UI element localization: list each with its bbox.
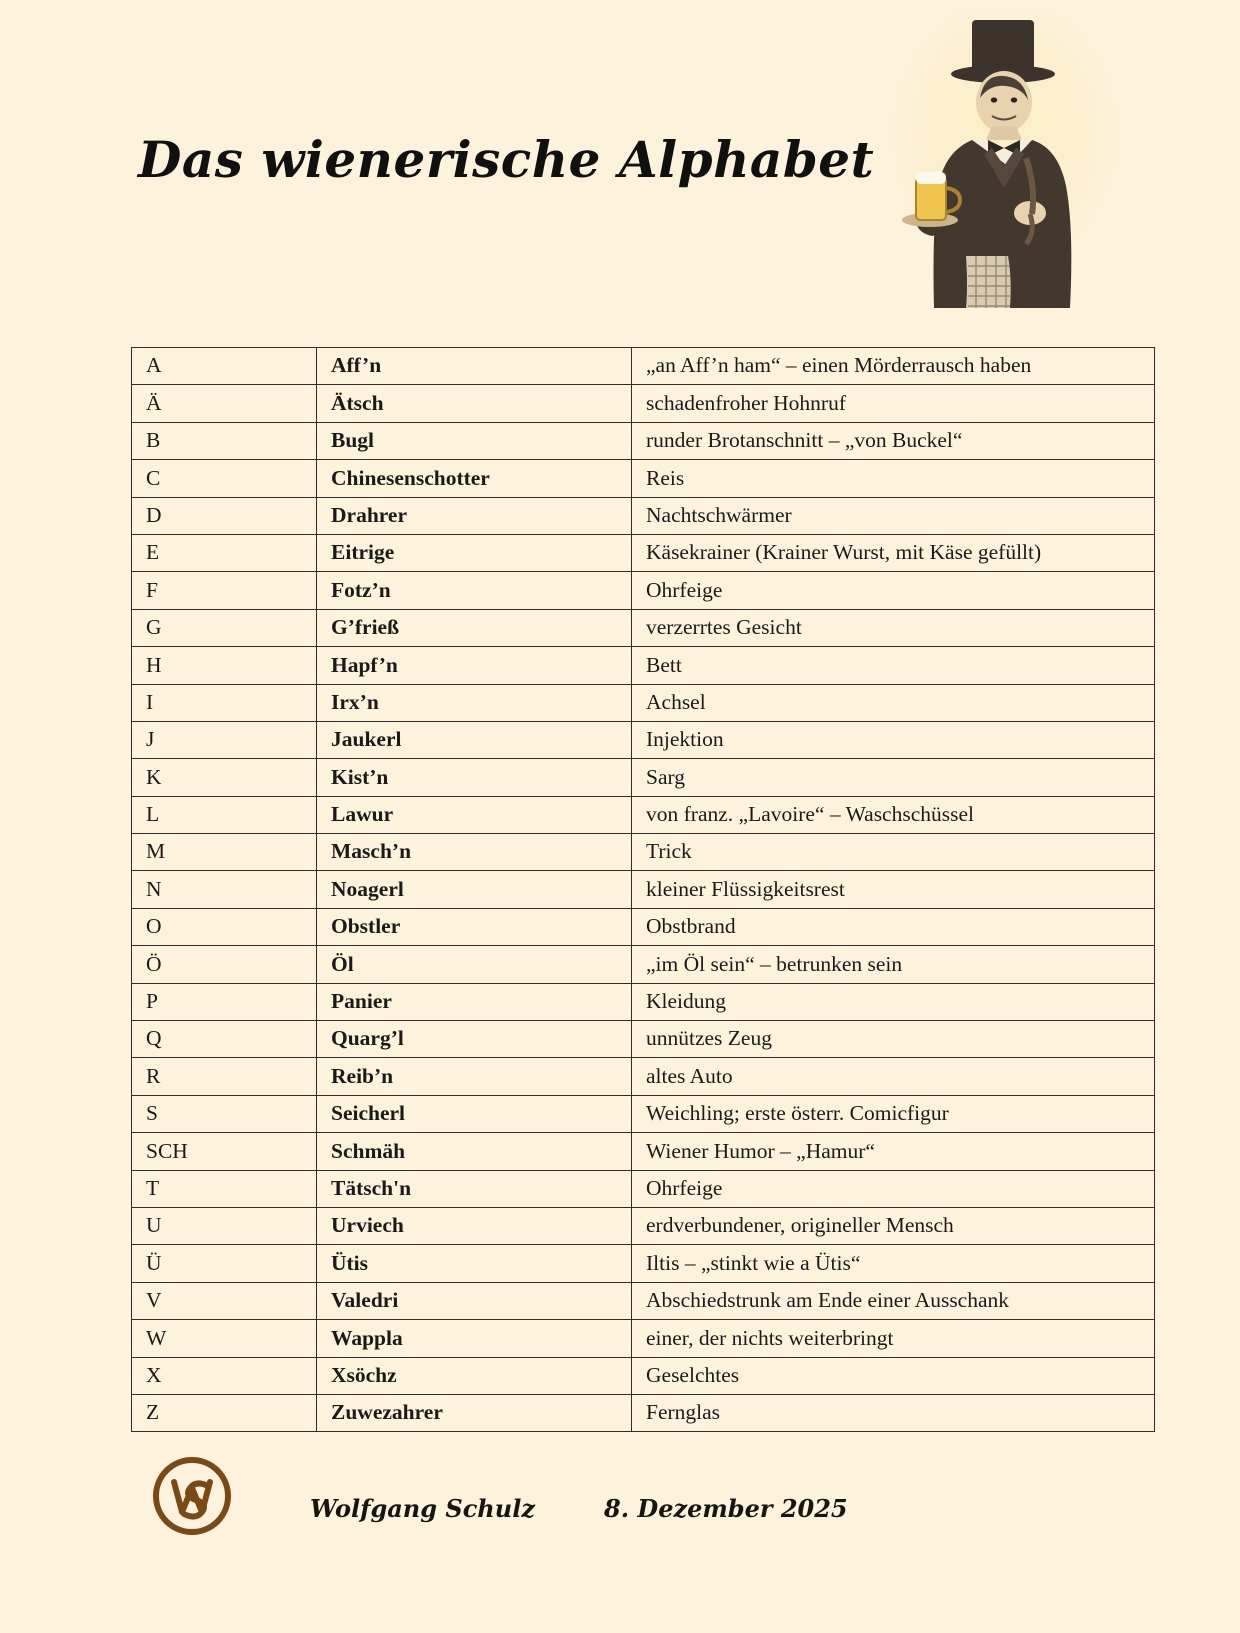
cell-letter: Ö [132,946,317,983]
cell-meaning: von franz. „Lavoire“ – Waschschüssel [632,796,1155,833]
cell-letter: E [132,534,317,571]
cell-word: Wappla [317,1320,632,1357]
cell-letter: B [132,422,317,459]
cell-letter: X [132,1357,317,1394]
cell-meaning: Iltis – „stinkt wie a Ütis“ [632,1245,1155,1282]
table-row [132,1394,1155,1431]
cell-word: Ütis [317,1245,632,1282]
table-row [132,759,1155,796]
table-row [132,497,1155,534]
cell-meaning: Fernglas [632,1394,1155,1431]
cell-word: Drahrer [317,497,632,534]
cell-letter: Z [132,1394,317,1431]
table-row [132,1170,1155,1207]
cell-letter: M [132,834,317,871]
cell-meaning: Weichling; erste österr. Comicfigur [632,1095,1155,1132]
cell-letter: K [132,759,317,796]
cell-meaning: Nachtschwärmer [632,497,1155,534]
cell-word: Irx’n [317,684,632,721]
table-row [132,385,1155,422]
table-row [132,1095,1155,1132]
cell-letter: Q [132,1021,317,1058]
cell-letter: C [132,460,317,497]
cell-meaning: kleiner Flüssigkeitsrest [632,871,1155,908]
table-row [132,871,1155,908]
cell-word: Panier [317,983,632,1020]
cell-word: Xsöchz [317,1357,632,1394]
cell-letter: P [132,983,317,1020]
cell-meaning: unnützes Zeug [632,1021,1155,1058]
cell-letter: S [132,1095,317,1132]
cell-meaning: Trick [632,834,1155,871]
cell-letter: R [132,1058,317,1095]
cell-meaning: „an Aff’n ham“ – einen Mörderrausch haben [632,348,1155,385]
cell-word: Masch’n [317,834,632,871]
cell-meaning: verzerrtes Gesicht [632,609,1155,646]
cell-word: Quarg’l [317,1021,632,1058]
table-row [132,1058,1155,1095]
cell-word: Hapf’n [317,647,632,684]
cell-meaning: runder Brotanschnitt – „von Buckel“ [632,422,1155,459]
cell-meaning: Sarg [632,759,1155,796]
table-row [132,721,1155,758]
cell-word: Jaukerl [317,721,632,758]
cell-meaning: schadenfroher Hohnruf [632,385,1155,422]
cell-letter: F [132,572,317,609]
table-row [132,1207,1155,1244]
cell-word: Urviech [317,1207,632,1244]
cell-letter: SCH [132,1133,317,1170]
cell-word: Lawur [317,796,632,833]
table-row [132,684,1155,721]
cell-meaning: Kleidung [632,983,1155,1020]
table-row [132,1357,1155,1394]
cell-letter: D [132,497,317,534]
cell-word: Fotz’n [317,572,632,609]
cell-letter: Ä [132,385,317,422]
cell-word: Eitrige [317,534,632,571]
cell-meaning: Bett [632,647,1155,684]
table-row [132,460,1155,497]
table-body [132,348,1155,1432]
cell-meaning: Reis [632,460,1155,497]
cell-letter: W [132,1320,317,1357]
ws-monogram-logo [146,1450,238,1542]
alphabet-table [131,347,1155,1432]
document-date: 8. Dezember 2025 [604,1494,848,1523]
cell-meaning: Obstbrand [632,908,1155,945]
table-row [132,1021,1155,1058]
cell-meaning: einer, der nichts weiterbringt [632,1320,1155,1357]
table-row [132,946,1155,983]
author-name: Wolfgang Schulz [310,1494,535,1523]
table-row [132,908,1155,945]
cell-letter: L [132,796,317,833]
cell-word: Seicherl [317,1095,632,1132]
viennese-man-with-top-hat-and-beer-portrait [880,8,1130,308]
cell-word: G’frieß [317,609,632,646]
cell-letter: A [132,348,317,385]
cell-word: Noagerl [317,871,632,908]
cell-letter: J [132,721,317,758]
cell-meaning: Wiener Humor – „Hamur“ [632,1133,1155,1170]
cell-letter: N [132,871,317,908]
table-row [132,1320,1155,1357]
cell-meaning: altes Auto [632,1058,1155,1095]
cell-word: Bugl [317,422,632,459]
table-row [132,1133,1155,1170]
table-row [132,647,1155,684]
cell-meaning: Geselchtes [632,1357,1155,1394]
table-row [132,422,1155,459]
cell-word: Kist’n [317,759,632,796]
cell-letter: V [132,1282,317,1319]
cell-meaning: erdverbundener, origineller Mensch [632,1207,1155,1244]
cell-word: Ätsch [317,385,632,422]
cell-letter: T [132,1170,317,1207]
table-row [132,534,1155,571]
cell-word: Reib’n [317,1058,632,1095]
table-row [132,572,1155,609]
cell-word: Tätsch'n [317,1170,632,1207]
cell-meaning: Ohrfeige [632,1170,1155,1207]
table-row [132,1282,1155,1319]
cell-meaning: Abschiedstrunk am Ende einer Ausschank [632,1282,1155,1319]
cell-word: Öl [317,946,632,983]
cell-word: Zuwezahrer [317,1394,632,1431]
cell-word: Chinesenschotter [317,460,632,497]
cell-letter: G [132,609,317,646]
cell-word: Obstler [317,908,632,945]
table-row [132,983,1155,1020]
table-row [132,834,1155,871]
cell-letter: O [132,908,317,945]
table-row [132,1245,1155,1282]
cell-letter: H [132,647,317,684]
cell-meaning: Ohrfeige [632,572,1155,609]
cell-letter: U [132,1207,317,1244]
cell-word: Aff’n [317,348,632,385]
cell-meaning: Achsel [632,684,1155,721]
cell-meaning: „im Öl sein“ – betrunken sein [632,946,1155,983]
cell-word: Schmäh [317,1133,632,1170]
cell-meaning: Injektion [632,721,1155,758]
cell-letter: I [132,684,317,721]
cell-meaning: Käsekrainer (Krainer Wurst, mit Käse gefüllt) [632,534,1155,571]
page-title: Das wienerische Alphabet [138,130,875,189]
table-row [132,348,1155,385]
cell-letter: Ü [132,1245,317,1282]
table-row [132,609,1155,646]
cell-word: Valedri [317,1282,632,1319]
table-row [132,796,1155,833]
